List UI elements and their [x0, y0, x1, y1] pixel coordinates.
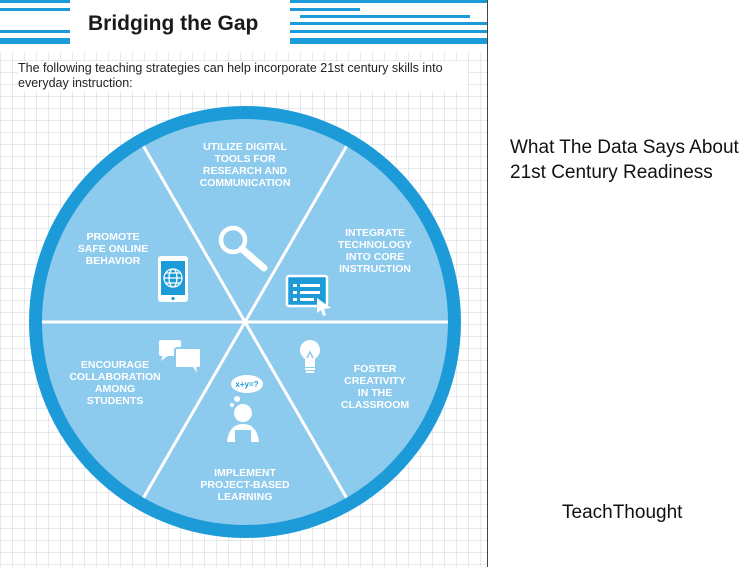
svg-text:RESEARCH AND: RESEARCH AND: [202, 165, 288, 177]
strategy-wheel: [25, 102, 465, 542]
tablet-globe-icon: [158, 256, 188, 302]
infographic-title: Bridging the Gap: [88, 12, 259, 35]
svg-text:AMONG: AMONG: [94, 383, 136, 395]
header-stripe: [290, 22, 487, 25]
segment-label-safe-online: [78, 231, 149, 267]
brand-name: TeachThought: [562, 502, 683, 523]
svg-text:TOOLS FOR: TOOLS FOR: [214, 153, 276, 165]
header-stripe: [300, 15, 470, 18]
svg-text:COLLABORATION: COLLABORATION: [69, 371, 161, 383]
caption-line-1: What The Data Says About: [510, 137, 739, 158]
svg-text:INTEGRATE: INTEGRATE: [345, 227, 405, 239]
caption-line-2: 21st Century Readiness: [510, 162, 713, 183]
svg-text:PROJECT-BASED: PROJECT-BASED: [200, 479, 290, 491]
segment-label-digital-tools: [200, 141, 291, 189]
svg-text:STUDENTS: STUDENTS: [86, 395, 144, 407]
svg-text:IN THE: IN THE: [357, 387, 393, 399]
svg-text:PROMOTE: PROMOTE: [86, 231, 140, 243]
svg-text:INSTRUCTION: INSTRUCTION: [339, 263, 411, 275]
caption-title: [510, 135, 739, 185]
svg-text:SAFE ONLINE: SAFE ONLINE: [77, 243, 149, 255]
svg-text:CLASSROOM: CLASSROOM: [340, 399, 410, 411]
svg-text:LEARNING: LEARNING: [217, 491, 273, 503]
svg-text:FOSTER: FOSTER: [353, 363, 397, 375]
header-banner: [0, 0, 487, 52]
svg-text:COMMUNICATION: COMMUNICATION: [199, 177, 291, 189]
segment-label-integrate-technology: [338, 227, 412, 275]
svg-text:UTILIZE DIGITAL: UTILIZE DIGITAL: [203, 141, 287, 153]
intro-text: The following teaching strategies can help incorporate 21st century skills into everyday instruction:: [18, 61, 468, 91]
svg-text:IMPLEMENT: IMPLEMENT: [214, 467, 276, 479]
svg-text:ENCOURAGE: ENCOURAGE: [80, 359, 150, 371]
svg-text:CREATIVITY: CREATIVITY: [344, 375, 406, 387]
svg-text:BEHAVIOR: BEHAVIOR: [85, 255, 141, 267]
svg-text:INTO CORE: INTO CORE: [345, 251, 405, 263]
svg-text:TECHNOLOGY: TECHNOLOGY: [337, 239, 413, 251]
thought-bubble-text: x+y=?: [235, 380, 259, 389]
